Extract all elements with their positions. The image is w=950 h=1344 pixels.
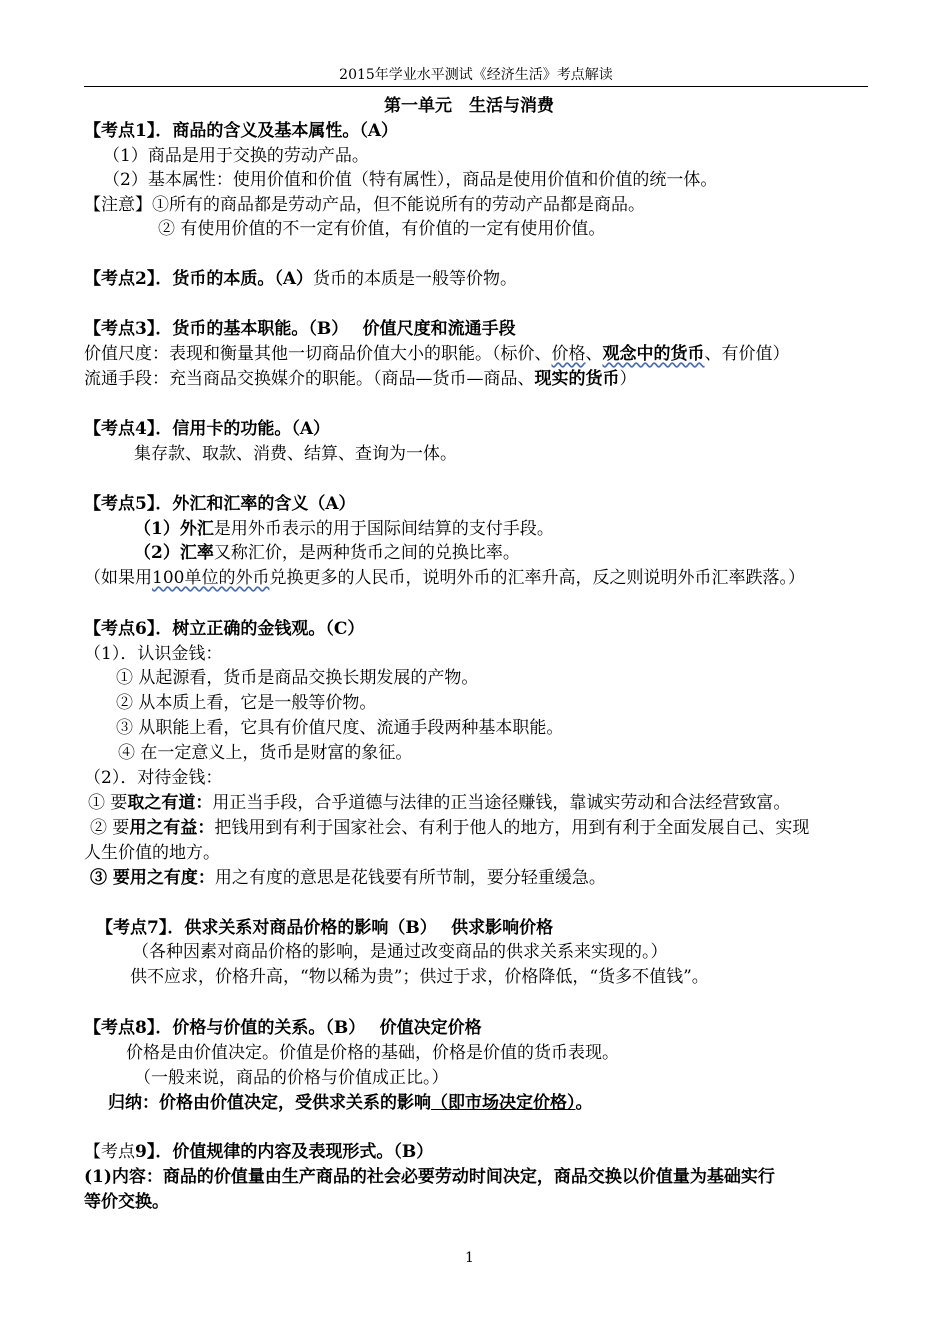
k5-title: 【考点5】．外汇和汇率的含义（A） <box>84 494 356 514</box>
k6-title: 【考点6】．树立正确的金钱观。（C） <box>84 619 365 639</box>
unit-title: 第一单元 生活与消费 <box>384 96 554 116</box>
k5-forex-term: （1）外汇 <box>134 519 214 539</box>
k8-summary-end: 。 <box>575 1093 593 1113</box>
k6-attitude2 <box>90 816 809 840</box>
k7-line2: 供不应求，价格升高，“物以稀为贵”；供过于求，价格降低，“货多不值钱”。 <box>130 967 709 987</box>
k5-line2 <box>134 541 520 565</box>
k2-text: 货币的本质是一般等价物。 <box>313 269 518 289</box>
k4-text: 集存款、取款、消费、结算、查询为一体。 <box>134 444 457 464</box>
k9-title <box>84 1140 433 1164</box>
k5-l3-head: （如果用 <box>84 568 152 588</box>
k3-line1 <box>84 342 790 366</box>
k3-l1-sep1: 、 <box>585 344 603 364</box>
k6-item3: ③ 从职能上看，它具有价值尺度、流通手段两种基本职能。 <box>116 718 564 738</box>
k3-line2 <box>84 367 637 391</box>
k9-title-prefix: 【考点 <box>84 1142 135 1162</box>
k3-title: 【考点3】．货币的基本职能。（B） 价值尺度和流通手段 <box>84 319 516 339</box>
k1-note1: 【注意】①所有的商品都是劳动产品，但不能说所有的劳动产品都是商品。 <box>84 195 645 215</box>
page-number: 1 <box>465 1250 474 1266</box>
k6-item2: ② 从本质上看，它是一般等价物。 <box>116 693 377 713</box>
k3-l2-text: 流通手段：充当商品交换媒介的职能。（商品—货币—商品、 <box>84 369 535 389</box>
k9-title-text: 9】．价值规律的内容及表现形式。（B） <box>135 1142 434 1162</box>
k7-title: 【考点7】．供求关系对商品价格的影响（B） 供求影响价格 <box>96 918 554 938</box>
k5-rate-def: 又称汇价，是两种货币之间的兑换比率。 <box>213 543 520 563</box>
k3-l1-concept-money: 观念中的货币 <box>602 344 705 364</box>
k4-title: 【考点4】．信用卡的功能。（A） <box>84 419 331 439</box>
k5-l3-tail: 兑换更多的人民币，说明外币的汇率升高，反之则说明外币汇率跌落。） <box>269 568 805 588</box>
k5-rate-term: （2）汇率 <box>134 543 214 563</box>
k5-line3 <box>84 566 805 590</box>
k6-j3-term: ③ 要用之有度： <box>90 868 215 888</box>
k6-j2-term: 用之有益： <box>129 818 215 838</box>
k8-title: 【考点8】．价格与价值的关系。（B） 价值决定价格 <box>84 1018 482 1038</box>
k6-attitude2-cont: 人生价值的地方。 <box>84 843 220 863</box>
page-header: 2015年学业水平测试《经济生活》考点解读 <box>339 67 613 83</box>
k3-l1-price: 价格 <box>551 344 586 364</box>
k9-line2: 等价交换。 <box>84 1192 169 1212</box>
k6-section2: （2）．对待金钱： <box>84 768 223 788</box>
k5-forex-def: 是用外币表示的用于国际间结算的支付手段。 <box>213 519 554 539</box>
k5-line1 <box>134 517 554 541</box>
header-rule <box>84 86 868 87</box>
k3-l2-tail: ） <box>619 369 637 389</box>
k1-line1: （1）商品是用于交换的劳动产品。 <box>103 146 369 166</box>
k2-line <box>84 267 517 291</box>
k8-summary-market: （即市场决定价格） <box>431 1093 576 1113</box>
k6-attitude1 <box>88 791 790 815</box>
k3-l1-text: 价值尺度：表现和衡量其他一切商品价值大小的职能。（标价、 <box>84 344 552 364</box>
k6-j1-prefix: ① 要 <box>88 793 128 813</box>
k8-line2: （一般来说，商品的价格与价值成正比。） <box>134 1068 449 1088</box>
k1-title: 【考点1】．商品的含义及基本属性。（A） <box>84 121 399 141</box>
k6-section1: （1）．认识金钱： <box>84 644 223 664</box>
k6-j2-prefix: ② 要 <box>90 818 130 838</box>
k8-summary-text: 归纳：价格由价值决定，受供求关系的影响 <box>108 1093 431 1113</box>
k6-j1-term: 取之有道： <box>127 793 213 813</box>
k6-attitude3 <box>90 866 606 890</box>
k1-note2: ② 有使用价值的不一定有价值，有价值的一定有使用价值。 <box>158 219 606 239</box>
k6-item4: ④ 在一定意义上，货币是财富的象征。 <box>118 743 413 763</box>
k2-title: 【考点2】．货币的本质。（A） <box>84 269 314 289</box>
k5-l3-hundred-units: 100单位的外币 <box>152 568 270 588</box>
k6-j1-text: 用正当手段，合乎道德与法律的正当途径赚钱，靠诚实劳动和合法经营致富。 <box>212 793 791 813</box>
k6-item1: ① 从起源看，货币是商品交换长期发展的产物。 <box>116 668 479 688</box>
k9-line1: (1)内容：商品的价值量由生产商品的社会必要劳动时间决定，商品交换以价值量为基础实行 <box>84 1167 775 1187</box>
k6-j2-text: 把钱用到有利于国家社会、有利于他人的地方，用到有利于全面发展自己、实现 <box>214 818 810 838</box>
k3-l1-tail: 有价值） <box>721 344 790 364</box>
k1-line2: （2）基本属性：使用价值和价值（特有属性），商品是使用价值和价值的统一体。 <box>103 170 718 190</box>
k7-line1: （各种因素对商品价格的影响，是通过改变商品的供求关系来实现的。） <box>132 942 668 962</box>
k6-j3-text: 用之有度的意思是花钱要有所节制，要分轻重缓急。 <box>214 868 606 888</box>
k3-l1-sep2: 、 <box>704 344 722 364</box>
k3-l2-real-money: 现实的货币 <box>534 369 620 389</box>
k8-line1: 价格是由价值决定。价值是价格的基础，价格是价值的货币表现。 <box>126 1043 619 1063</box>
k8-summary <box>108 1091 593 1115</box>
